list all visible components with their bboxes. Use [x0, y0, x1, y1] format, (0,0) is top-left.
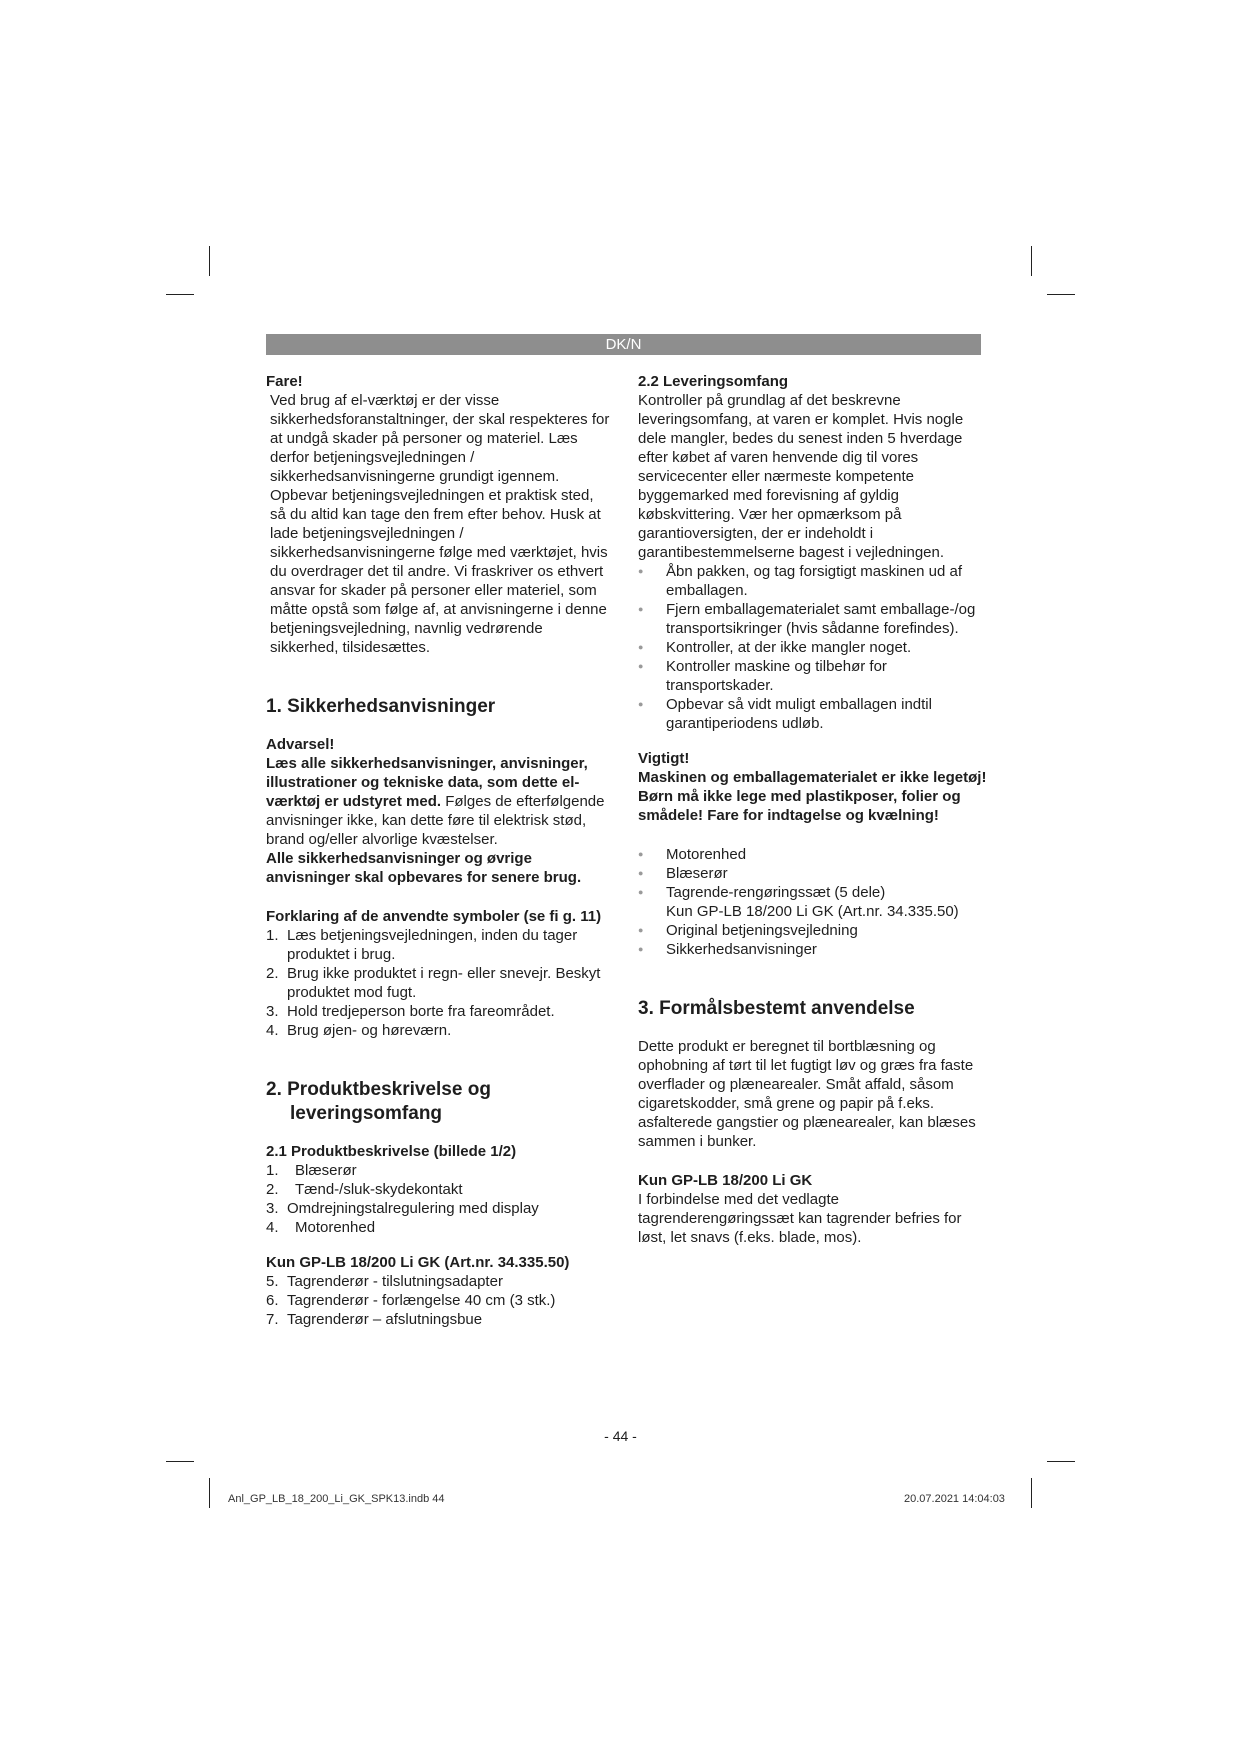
list-item: 1. Blæserør [266, 1162, 357, 1179]
symbols-title: Forklaring af de anvendte symboler (se fi g. 11) [266, 908, 602, 925]
language-label: DK/N [605, 336, 642, 353]
list-item: ● Tagrende-rengøringssæt (5 dele) Kun GP-LB 18/200 Li GK (Art.nr. 34.335.50) [638, 883, 988, 921]
crop-mark [1047, 294, 1075, 295]
list-item: ● Original betjeningsvejledning [638, 921, 988, 940]
list-item: ● Kontroller, at der ikke mangler noget. [638, 638, 988, 657]
list-item: ● Åbn pakken, og tag forsigtigt maskinen ud af emballagen. [638, 562, 988, 600]
list-item: 2. Brug ikke produktet i regn- eller snevejr. Beskyt produktet mod fugt. [266, 965, 601, 1001]
advarsel-bold: Læs alle sikkerhedsanvisninger, anvisninger, illustrationer og tekniske data, som dette el-værktøj er udstyret med. [266, 755, 588, 810]
sub22-title: 2.2 Leveringsomfang [638, 373, 789, 390]
fare-text: Ved brug af el-værktøj er der visse sikkerhedsforanstaltninger, der skal respekteres for at undgå skader på personer og materiel. Læs derfor betjeningsvejledningen / sikkerhedsanvisningerne grundigt igennem. Opbevar betjeningsvejledningen et praktisk sted, så du altid kan tage den frem efter behov. Husk at lade betjeningsvejledningen / sikkerhedsanvisningerne følge med værktøjet, hvis du overdrager det til andre. Vi fraskriver os ethvert ansvar for skader på personer eller materiel, som måtte opstå som følge af, at anvisningerne i denne betjeningsvejledning, navnlig vedrørende sikkerhed, tilsidesættes. [270, 392, 610, 656]
list-item: ● Blæserør [638, 864, 988, 883]
left-column [266, 372, 611, 1329]
page-number: - 44 - [604, 1428, 637, 1444]
crop-mark [1031, 1478, 1032, 1508]
advarsel-title: Advarsel! [266, 736, 335, 753]
contents-note: Kun GP-LB 18/200 Li GK (Art.nr. 34.335.50) [666, 903, 959, 920]
advarsel-bold-2: Alle sikkerhedsanvisninger og øvrige anvisninger skal opbevares for senere brug. [266, 850, 582, 886]
section3-text: Dette produkt er beregnet til bortblæsning og ophobning af tørt til let fugtigt løv og græs fra faste overflader og plænearealer. Småt affald, såsom cigaretskodder, små grene og papir på f.eks. asfalterede gangstier og plænearealer, kan blæses sammen i bunker. [638, 1038, 976, 1150]
crop-mark [1047, 1461, 1075, 1462]
list-item: 3. Hold tredjeperson borte fra fareområdet. [266, 1003, 555, 1020]
unpacking-steps [638, 562, 988, 733]
vigtigt-text: Maskinen og emballagematerialet er ikke legetøj! Børn må ikke lege med plastikposer, folier og smådele! Fare for indtagelse og kvælning! [638, 769, 987, 824]
list-item: ● Opbevar så vidt muligt emballagen indtil garantiperiodens udløb. [638, 695, 988, 733]
slug-date: 20.07.2021 14:04:03 [904, 1493, 1005, 1505]
fare-title: Fare! [266, 373, 303, 390]
list-item: ● Sikkerhedsanvisninger [638, 940, 988, 959]
list-item: ● Kontroller maskine og tilbehør for transportskader. [638, 657, 988, 695]
list-item: 6. Tagrenderør - forlængelse 40 cm (3 stk.) [266, 1292, 556, 1309]
section3-title: 3. Formålsbestemt anvendelse [638, 998, 915, 1019]
list-item: 2. Tænd-/sluk-skydekontakt [266, 1181, 463, 1198]
list-item: 7. Tagrenderør – afslutningsbue [266, 1311, 483, 1328]
kun-title: Kun GP-LB 18/200 Li GK (Art.nr. 34.335.50) [266, 1254, 570, 1271]
list-item: ● Fjern emballagematerialet samt emballage-/og transportsikringer (hvis sådanne forefindes). [638, 600, 988, 638]
list-item: ● Motorenhed [638, 845, 988, 864]
crop-mark [209, 1478, 210, 1508]
section1-title: 1. Sikkerhedsanvisninger [266, 696, 496, 717]
list-item: 5. Tagrenderør - tilslutningsadapter [266, 1273, 503, 1290]
list-item: 4. Brug øjen- og høreværn. [266, 1022, 452, 1039]
symbols-list [266, 926, 611, 1040]
vigtigt-title: Vigtigt! [638, 750, 690, 767]
crop-mark [166, 1461, 194, 1462]
parts-list [266, 1161, 611, 1237]
sub21-title: 2.1 Produktbeskrivelse (billede 1/2) [266, 1143, 517, 1160]
crop-mark [166, 294, 194, 295]
list-item: 3. Omdrejningstalregulering med display [266, 1200, 539, 1217]
advarsel-text: Følges de efterfølgende anvisninger ikke, kan dette føre til elektrisk stød, brand og/eller alvorlige kvæstelser. [266, 793, 605, 848]
kun-right-text: I forbindelse med det vedlagte tagrenderengøringssæt kan tagrender befries for løst, let snavs (f.eks. blade, mos). [638, 1191, 962, 1246]
section2-title: 2. Produktbeskrivelse og leveringsomfang [266, 1079, 491, 1124]
kun-right-title: Kun GP-LB 18/200 Li GK [638, 1172, 813, 1189]
advarsel-paragraph [266, 754, 611, 849]
delivery-contents [638, 845, 988, 959]
slug-file: Anl_GP_LB_18_200_Li_GK_SPK13.indb 44 [228, 1493, 445, 1505]
list-item: 4. Motorenhed [266, 1219, 376, 1236]
right-column [638, 372, 988, 1247]
crop-mark [209, 246, 210, 276]
language-header-bar [266, 334, 981, 355]
crop-mark [1031, 246, 1032, 276]
sub22-text: Kontroller på grundlag af det beskrevne leveringsomfang, at varen er komplet. Hvis nogle dele mangler, bedes du senest inden 5 hverdage efter købet af varen henvende dig til vores servicecenter eller nærmeste kompetente byggemarked med forevisning af gyldig købskvittering. Vær her opmærksom på garantioversigten, der er indeholdt i garantibestemmelserne bagest i vejledningen. [638, 392, 964, 561]
list-item: 1. Læs betjeningsvejledningen, inden du tager produktet i brug. [266, 927, 578, 963]
kun-parts-list [266, 1272, 611, 1329]
